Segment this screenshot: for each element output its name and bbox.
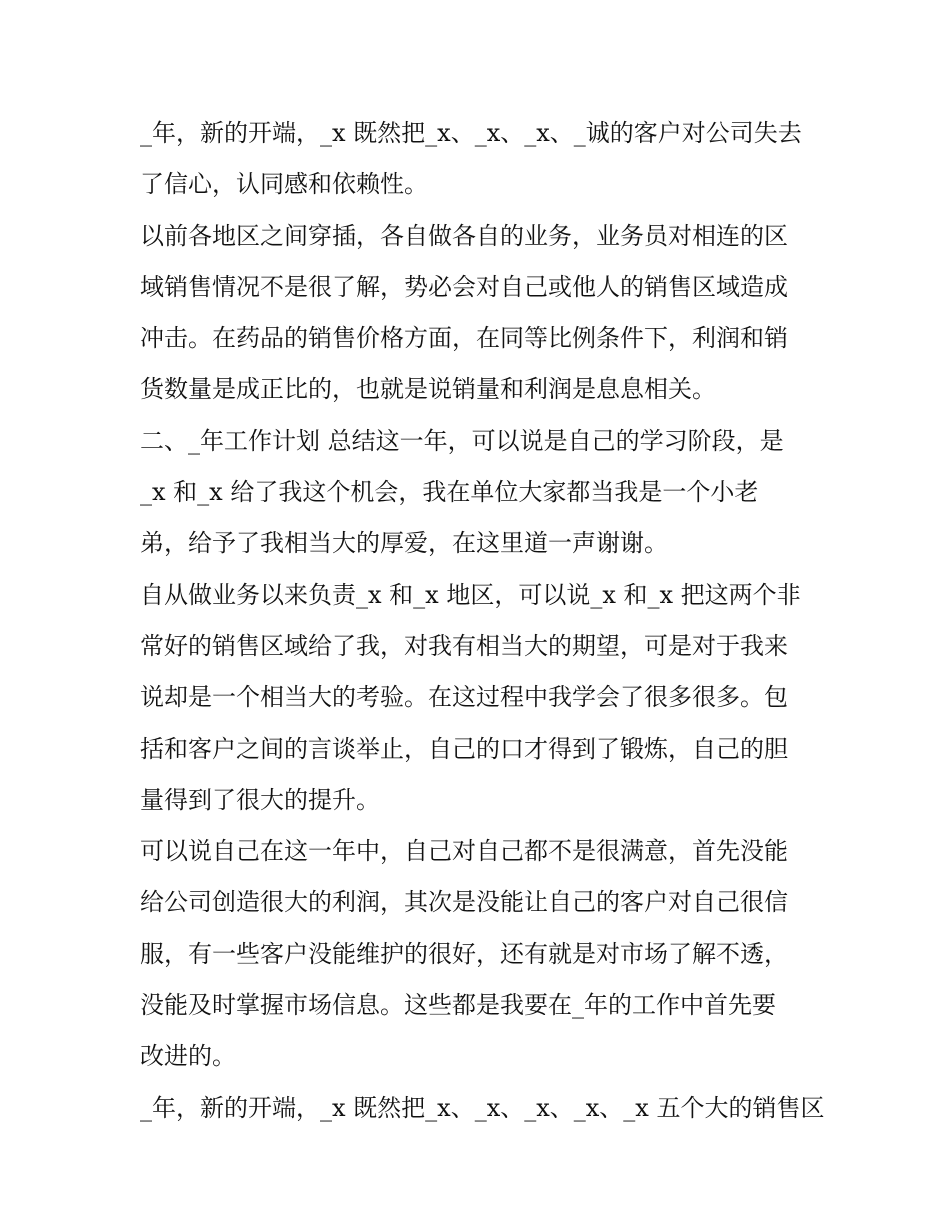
text-line: 给公司创造很大的利润，其次是没能让自己的客户对自己很信 [140, 888, 788, 917]
text-line: _x 和_x 给了我这个机会，我在单位大家都当我是一个小老 [140, 478, 759, 507]
document-body [140, 108, 825, 1134]
text-line: 说却是一个相当大的考验。在这过程中我学会了很多很多。包 [140, 683, 788, 712]
text-line: 没能及时掌握市场信息。这些都是我要在_年的工作中首先要 [140, 991, 776, 1020]
text-line: 二、_年工作计划 总结这一年，可以说是自己的学习阶段，是 [140, 426, 784, 455]
text-line: 了信心，认同感和依赖性。 [140, 170, 428, 199]
text-line: 冲击。在药品的销售价格方面，在同等比例条件下，利润和销 [140, 324, 788, 353]
text-line: 弟，给予了我相当大的厚爱，在这里道一声谢谢。 [140, 529, 668, 558]
text-line: _年，新的开端，_x 既然把_x、_x、_x、_x、_x 五个大的销售区 [140, 1093, 825, 1122]
text-line: 改进的。 [140, 1042, 236, 1071]
text-line: _年，新的开端，_x 既然把_x、_x、_x、_诚的客户对公司失去 [140, 119, 802, 147]
text-line: 域销售情况不是很了解，势必会对自己或他人的销售区域造成 [140, 272, 788, 301]
text-line: 以前各地区之间穿插，各自做各自的业务，业务员对相连的区 [140, 221, 788, 250]
text-line: 常好的销售区域给了我，对我有相当大的期望，可是对于我来 [140, 631, 788, 660]
text-line: 量得到了很大的提升。 [140, 785, 380, 814]
text-line: 括和客户之间的言谈举止，自己的口才得到了锻炼，自己的胆 [140, 734, 788, 763]
text-line: 自从做业务以来负责_x 和_x 地区，可以说_x 和_x 把这两个非 [140, 580, 801, 609]
text-line: 货数量是成正比的，也就是说销量和利润是息息相关。 [140, 375, 716, 404]
text-line: 服，有一些客户没能维护的很好，还有就是对市场了解不透， [140, 939, 788, 968]
text-line: 可以说自己在这一年中，自己对自己都不是很满意，首先没能 [140, 837, 788, 866]
